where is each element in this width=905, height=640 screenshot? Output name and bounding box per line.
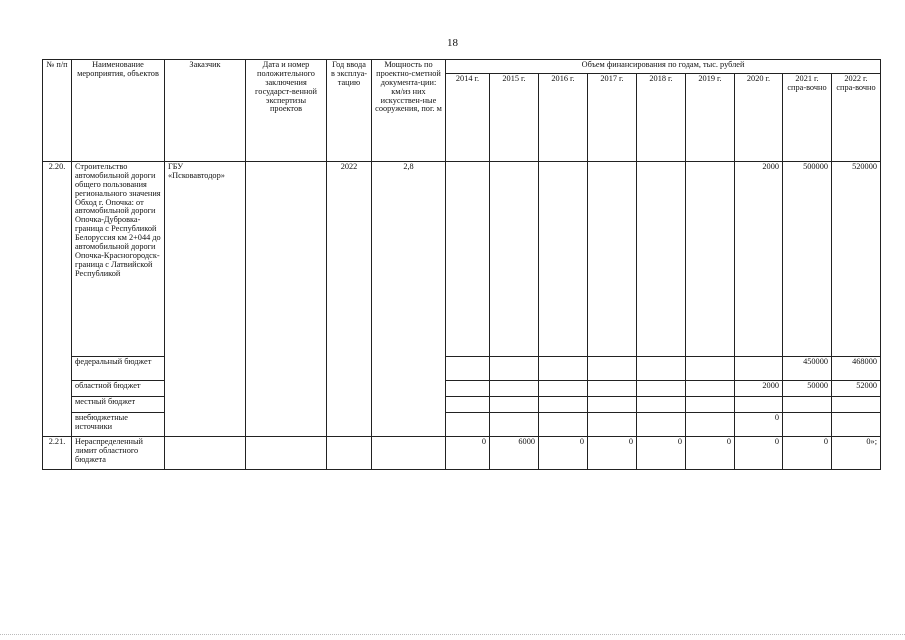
- value-cell: 450000: [783, 357, 832, 381]
- value-cell: [637, 397, 686, 413]
- value-cell: 520000: [832, 162, 881, 357]
- value-cell: [446, 397, 490, 413]
- header-name: Наименование мероприятия, объектов: [72, 60, 165, 162]
- value-cell: [490, 357, 539, 381]
- value-cell: [588, 357, 637, 381]
- table-row: [43, 437, 881, 470]
- value-cell: [686, 397, 735, 413]
- header-year-col: 2016 г.: [539, 74, 588, 162]
- header-year-col: 2019 г.: [686, 74, 735, 162]
- header-year-col: 2014 г.: [446, 74, 490, 162]
- value-cell: [588, 381, 637, 397]
- row-capacity: 2,8: [372, 162, 446, 437]
- row-customer: [165, 437, 246, 470]
- value-cell: [588, 413, 637, 437]
- value-cell: [637, 381, 686, 397]
- value-cell: [446, 357, 490, 381]
- value-cell: 2000: [735, 381, 783, 397]
- value-cell: 50000: [783, 381, 832, 397]
- value-cell: 500000: [783, 162, 832, 357]
- header-year: Год ввода в эксплуа-тацию: [327, 60, 372, 162]
- header-row-1: [43, 60, 881, 74]
- value-cell: [783, 413, 832, 437]
- scan-edge-line: [0, 634, 905, 636]
- value-cell: [588, 397, 637, 413]
- value-cell: [446, 381, 490, 397]
- value-cell: 0: [446, 437, 490, 470]
- value-cell: [539, 357, 588, 381]
- header-funding: Объем финансирования по годам, тыс. рублей: [446, 60, 881, 74]
- value-cell: 468000: [832, 357, 881, 381]
- financing-table: [42, 59, 881, 470]
- row-expertise: [246, 437, 327, 470]
- value-cell: [686, 413, 735, 437]
- value-cell: 0: [686, 437, 735, 470]
- table-row: [43, 162, 881, 357]
- value-cell: 0: [637, 437, 686, 470]
- header-expertise: Дата и номер положительного заключения государст-венной экспертизы проектов: [246, 60, 327, 162]
- value-cell: 0: [783, 437, 832, 470]
- value-cell: [832, 413, 881, 437]
- row-name: Нераспределенный лимит областного бюджета: [72, 437, 165, 470]
- value-cell: [446, 413, 490, 437]
- subrow-label: областной бюджет: [72, 381, 165, 397]
- row-year: 2022: [327, 162, 372, 437]
- value-cell: [735, 397, 783, 413]
- value-cell: 0: [735, 437, 783, 470]
- value-cell: [588, 162, 637, 357]
- row-num: 2.20.: [43, 162, 72, 437]
- header-year-col: 2022 г. спра-вочно: [832, 74, 881, 162]
- value-cell: [490, 397, 539, 413]
- subrow-label: внебюджетные источники: [72, 413, 165, 437]
- value-cell: 0: [735, 413, 783, 437]
- value-cell: [490, 381, 539, 397]
- header-year-col: 2021 г. спра-вочно: [783, 74, 832, 162]
- value-cell: 52000: [832, 381, 881, 397]
- value-cell: [490, 413, 539, 437]
- value-cell: [686, 381, 735, 397]
- header-year-col: 2020 г.: [735, 74, 783, 162]
- value-cell: [446, 162, 490, 357]
- value-cell: [735, 357, 783, 381]
- header-year-col: 2018 г.: [637, 74, 686, 162]
- header-capacity: Мощность по проектно-сметной документа-ции: км/из них искусствен-ные сооружения, пог. м: [372, 60, 446, 162]
- value-cell: [637, 162, 686, 357]
- row-year: [327, 437, 372, 470]
- value-cell: [539, 413, 588, 437]
- value-cell: [637, 357, 686, 381]
- row-expertise: [246, 162, 327, 437]
- value-cell: [539, 397, 588, 413]
- row-capacity: [372, 437, 446, 470]
- row-name: Строительство автомобильной дороги общего пользования регионального значения Обход г. Опочка: от автомобильной дороги Опочка-Дубровка-граница с Республикой Белоруссия км 2+044 до автомобильной дороги Опочка-Красногородск-граница с Латвийской Республикой: [72, 162, 165, 357]
- value-cell: [783, 397, 832, 413]
- header-customer: Заказчик: [165, 60, 246, 162]
- value-cell: [832, 397, 881, 413]
- value-cell: [490, 162, 539, 357]
- value-cell: 6000: [490, 437, 539, 470]
- value-cell: [686, 357, 735, 381]
- page-number: 18: [447, 37, 458, 49]
- header-num: № п/п: [43, 60, 72, 162]
- header-year-col: 2015 г.: [490, 74, 539, 162]
- subrow-label: федеральный бюджет: [72, 357, 165, 381]
- row-customer: ГБУ «Псковавтодор»: [165, 162, 246, 437]
- row-num: 2.21.: [43, 437, 72, 470]
- header-year-col: 2017 г.: [588, 74, 637, 162]
- value-cell: 0: [539, 437, 588, 470]
- value-cell: 0»;: [832, 437, 881, 470]
- value-cell: 0: [588, 437, 637, 470]
- value-cell: [539, 381, 588, 397]
- subrow-label: местный бюджет: [72, 397, 165, 413]
- value-cell: 2000: [735, 162, 783, 357]
- value-cell: [539, 162, 588, 357]
- value-cell: [637, 413, 686, 437]
- value-cell: [686, 162, 735, 357]
